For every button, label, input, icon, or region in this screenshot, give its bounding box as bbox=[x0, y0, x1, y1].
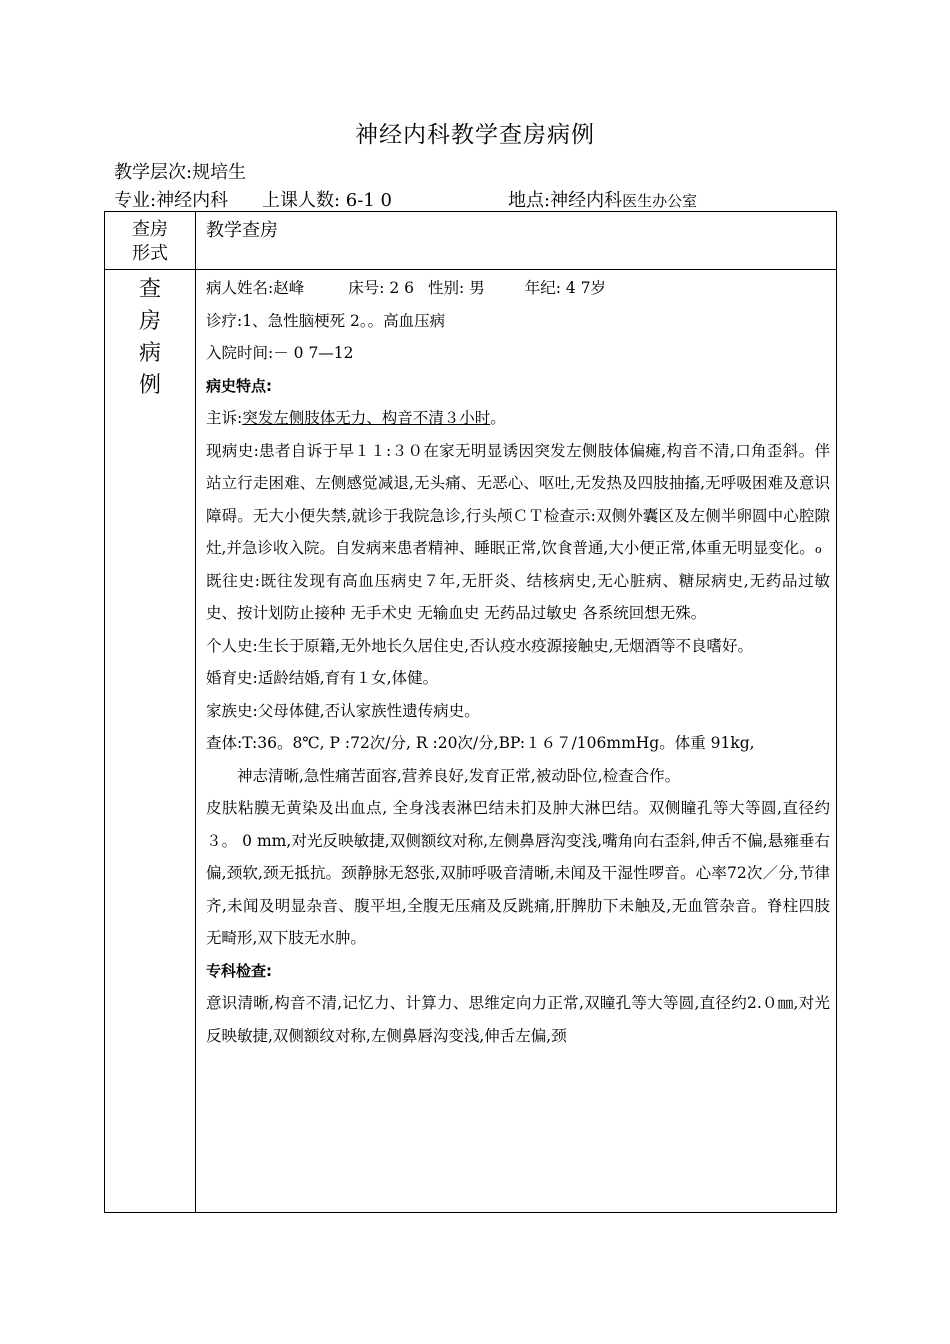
location-label: 地点:神经内科 bbox=[508, 190, 623, 211]
form-value: 教学查房 bbox=[206, 220, 278, 241]
admission-time: 入院时间:－ 0 7—12 bbox=[206, 344, 354, 362]
case-content bbox=[196, 270, 836, 1210]
history-heading: 病史特点: bbox=[206, 376, 272, 395]
present-history: 现病史:患者自诉于早１１:３０在家无明显诱因突发左侧肢体偏瘫,构音不清,口角歪斜。伴站立行走困难、左侧感觉减退,无头痛、无恶心、呕吐,无发热及四肢抽搐,无呼吸困难及意识障碍。无大小便失禁,就诊于我院急诊,行头颅ＣＴ检查示:双侧外囊区及左侧半卵圆中心腔隙灶,并急诊收入院。自发病来患者精神、睡眠正常,饮食普通,大小便正常,体重无明显变化。ℴ bbox=[206, 441, 830, 557]
case-label-cell bbox=[105, 270, 196, 1213]
form-value-cell bbox=[196, 212, 837, 270]
physical-exam-detail: 皮肤粘膜无黄染及出血点, 全身浅表淋巴结未扪及肿大淋巴结。双侧瞳孔等大等圆,直径约３。 0 mm,对光反映敏捷,双侧额纹对称,左侧鼻唇沟变浅,嘴角向右歪斜,伸舌不偏,悬雍垂右偏,颈软,颈无抵抗。颈静脉无怒张,双肺呼吸音清晰,未闻及干湿性啰音。心率72次／分,节律齐,未闻及明显杂音、腹平坦,全腹无压痛及反跳痛,肝脾肋下未触及,无血管杂音。脊柱四肢无畸形,双下肢无水肿。 bbox=[206, 799, 830, 947]
past-history: 既往史:既往发现有高血压病史７年,无肝炎、结核病史,无心脏病、糖尿病史,无药品过敏史、按计划防止接种 无手术史 无输血史 无药品过敏史 各系统回想无殊。 bbox=[206, 571, 830, 622]
form-label-cell bbox=[105, 212, 196, 270]
major-label: 专业:神经内科 bbox=[114, 190, 229, 211]
patient-info-line bbox=[206, 272, 830, 305]
physical-exam-general: 神志清晰,急性痛苦面容,营养良好,发育正常,被动卧位,检查合作。 bbox=[237, 766, 681, 785]
location-room: 医生办公室 bbox=[622, 192, 698, 210]
family-history: 家族史:父母体健,否认家族性遗传病史。 bbox=[206, 701, 480, 720]
special-exam-heading: 专科检查: bbox=[206, 961, 272, 980]
personal-history: 个人史:生长于原籍,无外地长久居住史,否认疫水疫源接触史,无烟酒等不良嗜好。 bbox=[206, 636, 754, 655]
document-title: 神经内科教学查房病例 bbox=[355, 122, 595, 148]
case-label-char: 病 bbox=[138, 341, 161, 366]
bed-number: 床号: 2 6 bbox=[348, 279, 415, 297]
form-label-line1: 查房 bbox=[132, 219, 168, 240]
course-info-line bbox=[114, 186, 697, 212]
chief-prefix: 主诉: bbox=[206, 409, 243, 427]
case-label-char: 房 bbox=[138, 309, 161, 334]
special-exam: 意识清晰,构音不清,记忆力、计算力、思维定向力正常,双瞳孔等大等圆,直径约2.０㎜,对光反映敏捷,双侧额纹对称,左侧鼻唇沟变浅,伸舌左偏,颈 bbox=[206, 994, 830, 1045]
case-table bbox=[104, 211, 837, 1213]
case-row bbox=[105, 270, 837, 1213]
case-label bbox=[105, 270, 195, 402]
patient-sex: 性别: 男 bbox=[428, 279, 485, 297]
chief-text: 突发左侧肢体无力、构音不清３小时 bbox=[242, 409, 491, 427]
form-row bbox=[105, 212, 837, 270]
case-label-char: 查 bbox=[138, 277, 161, 302]
attendee-count: 上课人数: 6-1 0 bbox=[262, 190, 392, 211]
physical-exam-vitals: 查体:T:36。8℃, P :72次/分, R :20次/分,BP:１６７/106mmHg。体重 91kg, bbox=[206, 734, 755, 752]
patient-age: 年纪: 4 7岁 bbox=[524, 279, 607, 297]
case-label-char: 例 bbox=[138, 373, 161, 398]
case-content-cell bbox=[196, 270, 837, 1213]
form-label-line2: 形式 bbox=[132, 243, 168, 264]
chief-complaint bbox=[206, 402, 830, 435]
patient-name: 病人姓名:赵峰 bbox=[206, 279, 305, 297]
teaching-level: 教学层次:规培生 bbox=[114, 162, 247, 183]
marital-history: 婚育史:适龄结婚,育有１女,体健。 bbox=[206, 669, 439, 687]
diagnosis: 诊疗:1、急性脑梗死 2。。高血压病 bbox=[206, 311, 446, 330]
chief-suffix: 。 bbox=[490, 409, 506, 427]
